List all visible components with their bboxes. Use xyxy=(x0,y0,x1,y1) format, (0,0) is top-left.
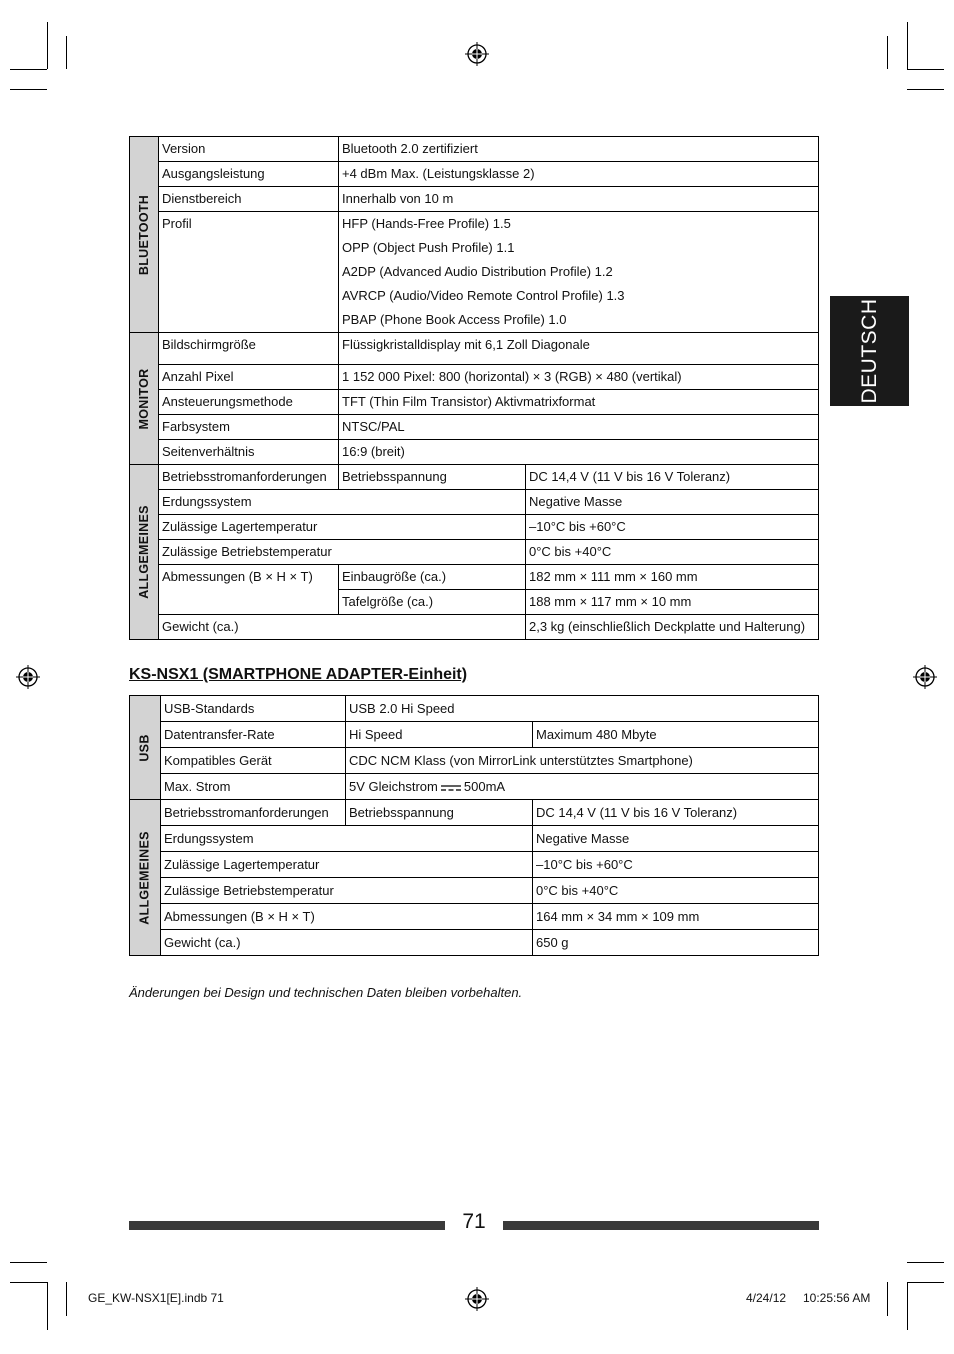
registration-mark-icon xyxy=(465,42,489,66)
spec-value: +4 dBm Max. (Leistungsklasse 2) xyxy=(339,162,819,187)
spec-value: –10°C bis +60°C xyxy=(533,852,819,878)
current-amount: 500mA xyxy=(463,779,506,794)
spec-value: CDC NCM Klass (von MirrorLink unterstütztes Smartphone) xyxy=(346,748,819,774)
footer-bar-right xyxy=(503,1221,819,1230)
spec-label: Ausgangsleistung xyxy=(159,162,339,187)
crop-mark xyxy=(10,1262,47,1263)
language-tab-label: DEUTSCH xyxy=(857,298,881,404)
spec-label: Betriebsstromanforderungen xyxy=(161,800,346,826)
crop-mark xyxy=(907,1282,944,1283)
table-row xyxy=(130,904,819,930)
spec-value: Hi Speed xyxy=(346,722,533,748)
spec-value: 16:9 (breit) xyxy=(339,440,819,465)
crop-mark xyxy=(907,69,944,70)
spec-value: 188 mm × 117 mm × 10 mm xyxy=(526,590,819,615)
spec-label: Zulässige Betriebstemperatur xyxy=(161,878,533,904)
spec-sublabel: Einbaugröße (ca.) xyxy=(339,565,526,590)
spec-label: Zulässige Betriebstemperatur xyxy=(159,540,526,565)
spec-value: 182 mm × 111 mm × 160 mm xyxy=(526,565,819,590)
spec-value: Negative Masse xyxy=(533,826,819,852)
spec-label: Zulässige Lagertemperatur xyxy=(159,515,526,540)
table-row xyxy=(130,333,819,365)
table-row xyxy=(130,722,819,748)
spec-value: Maximum 480 Mbyte xyxy=(533,722,819,748)
spec-label: Anzahl Pixel xyxy=(159,365,339,390)
section-label-usb: USB xyxy=(130,696,161,800)
table-row xyxy=(130,187,819,212)
table-row xyxy=(130,365,819,390)
slug-time: 10:25:56 AM xyxy=(803,1291,871,1305)
spec-value: Flüssigkristalldisplay mit 6,1 Zoll Diagonale xyxy=(339,333,819,365)
language-tab xyxy=(830,296,909,406)
spec-value-list xyxy=(339,212,819,333)
table-row xyxy=(130,878,819,904)
table-row xyxy=(130,930,819,956)
spec-label: Gewicht (ca.) xyxy=(159,615,526,640)
section-label-bluetooth: BLUETOOTH xyxy=(130,137,159,333)
spec-label: Datentransfer-Rate xyxy=(161,722,346,748)
crop-mark xyxy=(10,69,47,70)
profile-item: PBAP (Phone Book Access Profile) 1.0 xyxy=(342,312,567,327)
registration-mark-icon xyxy=(16,665,40,689)
table-row xyxy=(130,212,819,333)
spec-value: 0°C bis +40°C xyxy=(533,878,819,904)
table-row xyxy=(130,137,819,162)
crop-mark xyxy=(47,22,48,69)
spec-label: Zulässige Lagertemperatur xyxy=(161,852,533,878)
crop-mark xyxy=(10,1282,47,1283)
crop-mark xyxy=(907,1282,908,1330)
table-row xyxy=(130,774,819,800)
spec-label: Abmessungen (B × H × T) xyxy=(159,565,339,615)
spec-value: USB 2.0 Hi Speed xyxy=(346,696,819,722)
spec-label: Gewicht (ca.) xyxy=(161,930,533,956)
spec-sublabel: Betriebsspannung xyxy=(346,800,533,826)
table-row xyxy=(130,540,819,565)
spec-value: 0°C bis +40°C xyxy=(526,540,819,565)
slug-file: GE_KW-NSX1[E].indb 71 xyxy=(88,1291,224,1305)
section-title: KS-NSX1 (SMARTPHONE ADAPTER-Einheit) xyxy=(129,666,468,683)
profile-item: HFP (Hands-Free Profile) 1.5 xyxy=(342,216,511,231)
spec-label: Seitenverhältnis xyxy=(159,440,339,465)
crop-mark xyxy=(907,89,944,90)
profile-item: A2DP (Advanced Audio Distribution Profile) 1.2 xyxy=(342,264,613,279)
crop-mark xyxy=(907,22,908,69)
footer-bar-left xyxy=(129,1221,445,1230)
crop-mark xyxy=(907,1262,944,1263)
spec-label: Farbsystem xyxy=(159,415,339,440)
spec-value: 650 g xyxy=(533,930,819,956)
dc-symbol-icon xyxy=(441,784,461,792)
crop-mark xyxy=(66,1282,67,1316)
spec-label: USB-Standards xyxy=(161,696,346,722)
spec-value: Bluetooth 2.0 zertifiziert xyxy=(339,137,819,162)
spec-label: Kompatibles Gerät xyxy=(161,748,346,774)
spec-value xyxy=(346,774,819,800)
spec-value: DC 14,4 V (11 V bis 16 V Toleranz) xyxy=(526,465,819,490)
section-label-monitor: MONITOR xyxy=(130,333,159,465)
profile-item: OPP (Object Push Profile) 1.1 xyxy=(342,240,515,255)
table-row xyxy=(130,415,819,440)
section-label-general: ALLGEMEINES xyxy=(130,465,159,640)
table-row xyxy=(130,465,819,490)
spec-label: Bildschirmgröße xyxy=(159,333,339,365)
crop-mark xyxy=(10,89,47,90)
spec-value: Negative Masse xyxy=(526,490,819,515)
registration-mark-icon xyxy=(913,665,937,689)
footnote: Änderungen bei Design und technischen Daten bleiben vorbehalten. xyxy=(129,985,523,1000)
table-row xyxy=(130,800,819,826)
spec-label: Max. Strom xyxy=(161,774,346,800)
spec-sublabel: Betriebsspannung xyxy=(339,465,526,490)
crop-mark xyxy=(887,36,888,69)
table-row xyxy=(130,162,819,187)
spec-label: Erdungssystem xyxy=(161,826,533,852)
spec-value: 164 mm × 34 mm × 109 mm xyxy=(533,904,819,930)
page-number: 71 xyxy=(462,1210,486,1233)
spec-label: Erdungssystem xyxy=(159,490,526,515)
spec-table-main xyxy=(129,136,819,640)
spec-value: DC 14,4 V (11 V bis 16 V Toleranz) xyxy=(533,800,819,826)
spec-label: Ansteuerungsmethode xyxy=(159,390,339,415)
current-value: 5V Gleichstrom xyxy=(349,779,438,794)
spec-label: Version xyxy=(159,137,339,162)
slug-date: 4/24/12 xyxy=(746,1291,787,1305)
spec-sublabel: Tafelgröße (ca.) xyxy=(339,590,526,615)
spec-value: NTSC/PAL xyxy=(339,415,819,440)
crop-mark xyxy=(887,1282,888,1316)
table-row xyxy=(130,565,819,590)
table-row xyxy=(130,748,819,774)
spec-value: Innerhalb von 10 m xyxy=(339,187,819,212)
spec-value: TFT (Thin Film Transistor) Aktivmatrixformat xyxy=(339,390,819,415)
crop-mark xyxy=(47,1282,48,1330)
spec-label: Betriebsstromanforderungen xyxy=(159,465,339,490)
table-row xyxy=(130,515,819,540)
table-row xyxy=(130,440,819,465)
section-label-general: ALLGEMEINES xyxy=(130,800,161,956)
table-row xyxy=(130,696,819,722)
registration-mark-icon xyxy=(465,1287,489,1311)
table-row xyxy=(130,390,819,415)
table-row xyxy=(130,490,819,515)
profile-item: AVRCP (Audio/Video Remote Control Profile) 1.3 xyxy=(342,288,625,303)
spec-label: Abmessungen (B × H × T) xyxy=(161,904,533,930)
crop-mark xyxy=(66,36,67,69)
spec-label: Profil xyxy=(159,212,339,333)
spec-value: –10°C bis +60°C xyxy=(526,515,819,540)
table-row xyxy=(130,852,819,878)
spec-value: 2,3 kg (einschließlich Deckplatte und Halterung) xyxy=(526,615,819,640)
table-row xyxy=(130,615,819,640)
table-row xyxy=(130,826,819,852)
spec-table-adapter xyxy=(129,695,819,956)
spec-value: 1 152 000 Pixel: 800 (horizontal) × 3 (RGB) × 480 (vertikal) xyxy=(339,365,819,390)
spec-label: Dienstbereich xyxy=(159,187,339,212)
